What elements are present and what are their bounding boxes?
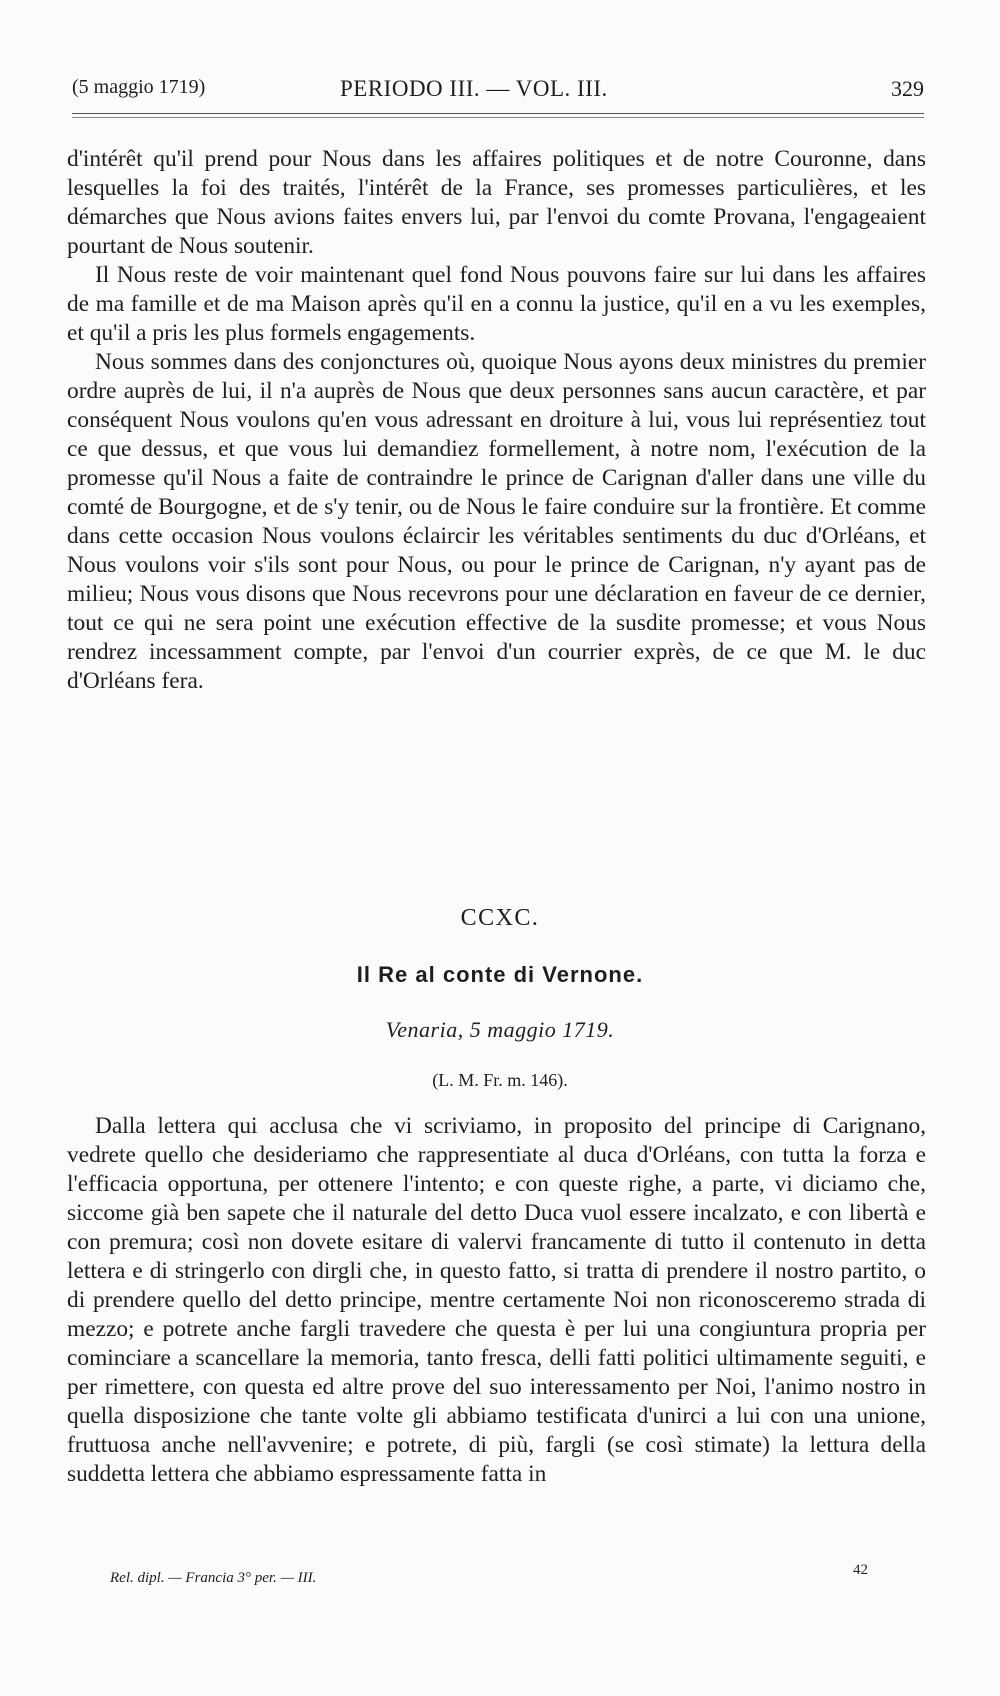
- page-number: 329: [891, 76, 924, 101]
- paragraph: d'intérêt qu'il prend pour Nous dans les affaires politiques et de notre Couronne, dans lesquelles la foi des traités, l'intérêt de la France, ses promesses particulières, et les démarches que Nous avions faites envers lui, par l'envoi du comte Provana, l'engageaient pourtant de Nous soutenir.: [67, 146, 926, 259]
- document-place-date: Venaria, 5 maggio 1719.: [385, 1017, 615, 1042]
- text-block-french: [67, 145, 926, 696]
- document-number: CCXC.: [460, 905, 540, 931]
- paragraph: Nous sommes dans des conjonctures où, quoique Nous ayons deux ministres du premier ordre auprès de lui, il n'a auprès de Nous que deux personnes sans aucun caractère, et par conséquent Nous voulons qu'en vous adressant en droiture à lui, vous lui représentiez tout ce que dessus, et que vous lui demandiez formellement, à notre nom, l'exécution de la promesse qu'il Nous a faite de contraindre le prince de Carignan d'aller dans une ville du comté de Bourgogne, et de s'y tenir, ou de Nous le faire conduire sur la frontière. Et comme dans cette occasion Nous voulons éclaircir les véritables sentiments du duc d'Orléans, et Nous voulons voir s'ils sont pour Nous, ou pour le prince de Carignan, n'y ayant pas de milieu; Nous vous disons que Nous recevrons pour une déclaration en faveur de ce dernier, tout ce qui ne sera point une exécution effective de la susdite promesse; et vous Nous rendrez incessamment compte, par l'envoi d'un courrier exprès, de ce que M. le duc d'Orléans fera.: [67, 349, 926, 694]
- paragraph: Il Nous reste de voir maintenant quel fond Nous pouvons faire sur lui dans les affaires de ma famille et de ma Maison après qu'il en a connu la justice, qu'il en a vu les exemples, et qu'il a pris les plus formels engagements.: [67, 262, 926, 346]
- header-date: (5 maggio 1719): [72, 76, 206, 98]
- running-header: [72, 72, 924, 108]
- signature-mark: 42: [853, 1562, 868, 1578]
- text-block-italian: [67, 1112, 926, 1489]
- document-heading: Il Re al conte di Vernone.: [356, 962, 644, 987]
- archive-reference: (L. M. Fr. m. 146).: [432, 1070, 568, 1090]
- paragraph: Dalla lettera qui acclusa che vi scriviamo, in proposito del principe di Carignano, vedrete quello che desideriamo che rappresentiate al duca d'Orléans, con tutta la forza e l'efficacia opportuna, per ottenere l'intento; e con queste righe, a parte, vi diciamo che, siccome già ben sapete che il naturale del detto Duca vuol essere incalzato, e con libertà e con premura; così non dovete esitare di valervi francamente di tutto il contenuto in detta lettera e di stringerlo con dirgli che, in questo fatto, si tratta di prendere il nostro partito, o di prendere quello del detto principe, mentre certamente Noi non riconosceremo strada di mezzo; e potrete anche fargli travedere che questa è per lui una congiuntura propria per cominciare a scancellare la memoria, tanto fresca, delli fatti politici ultimamente seguiti, e per rimettere, con questa ed altre prove del suo interessamento per Noi, l'animo nostro in quella disposizione che tante volte gli abbiamo testificata d'unirci a lui con una unione, fruttuosa anche nell'avvenire; e potrete, di più, fargli (se così stimate) la lettura della suddetta lettera che abbiamo espressamente fatta in: [67, 1113, 926, 1487]
- header-rule-second: [72, 117, 924, 118]
- header-rule: [72, 113, 924, 114]
- header-title: PERIODO III. — VOL. III.: [340, 76, 608, 101]
- footer-reference: Rel. dipl. — Francia 3° per. — III.: [110, 1570, 317, 1586]
